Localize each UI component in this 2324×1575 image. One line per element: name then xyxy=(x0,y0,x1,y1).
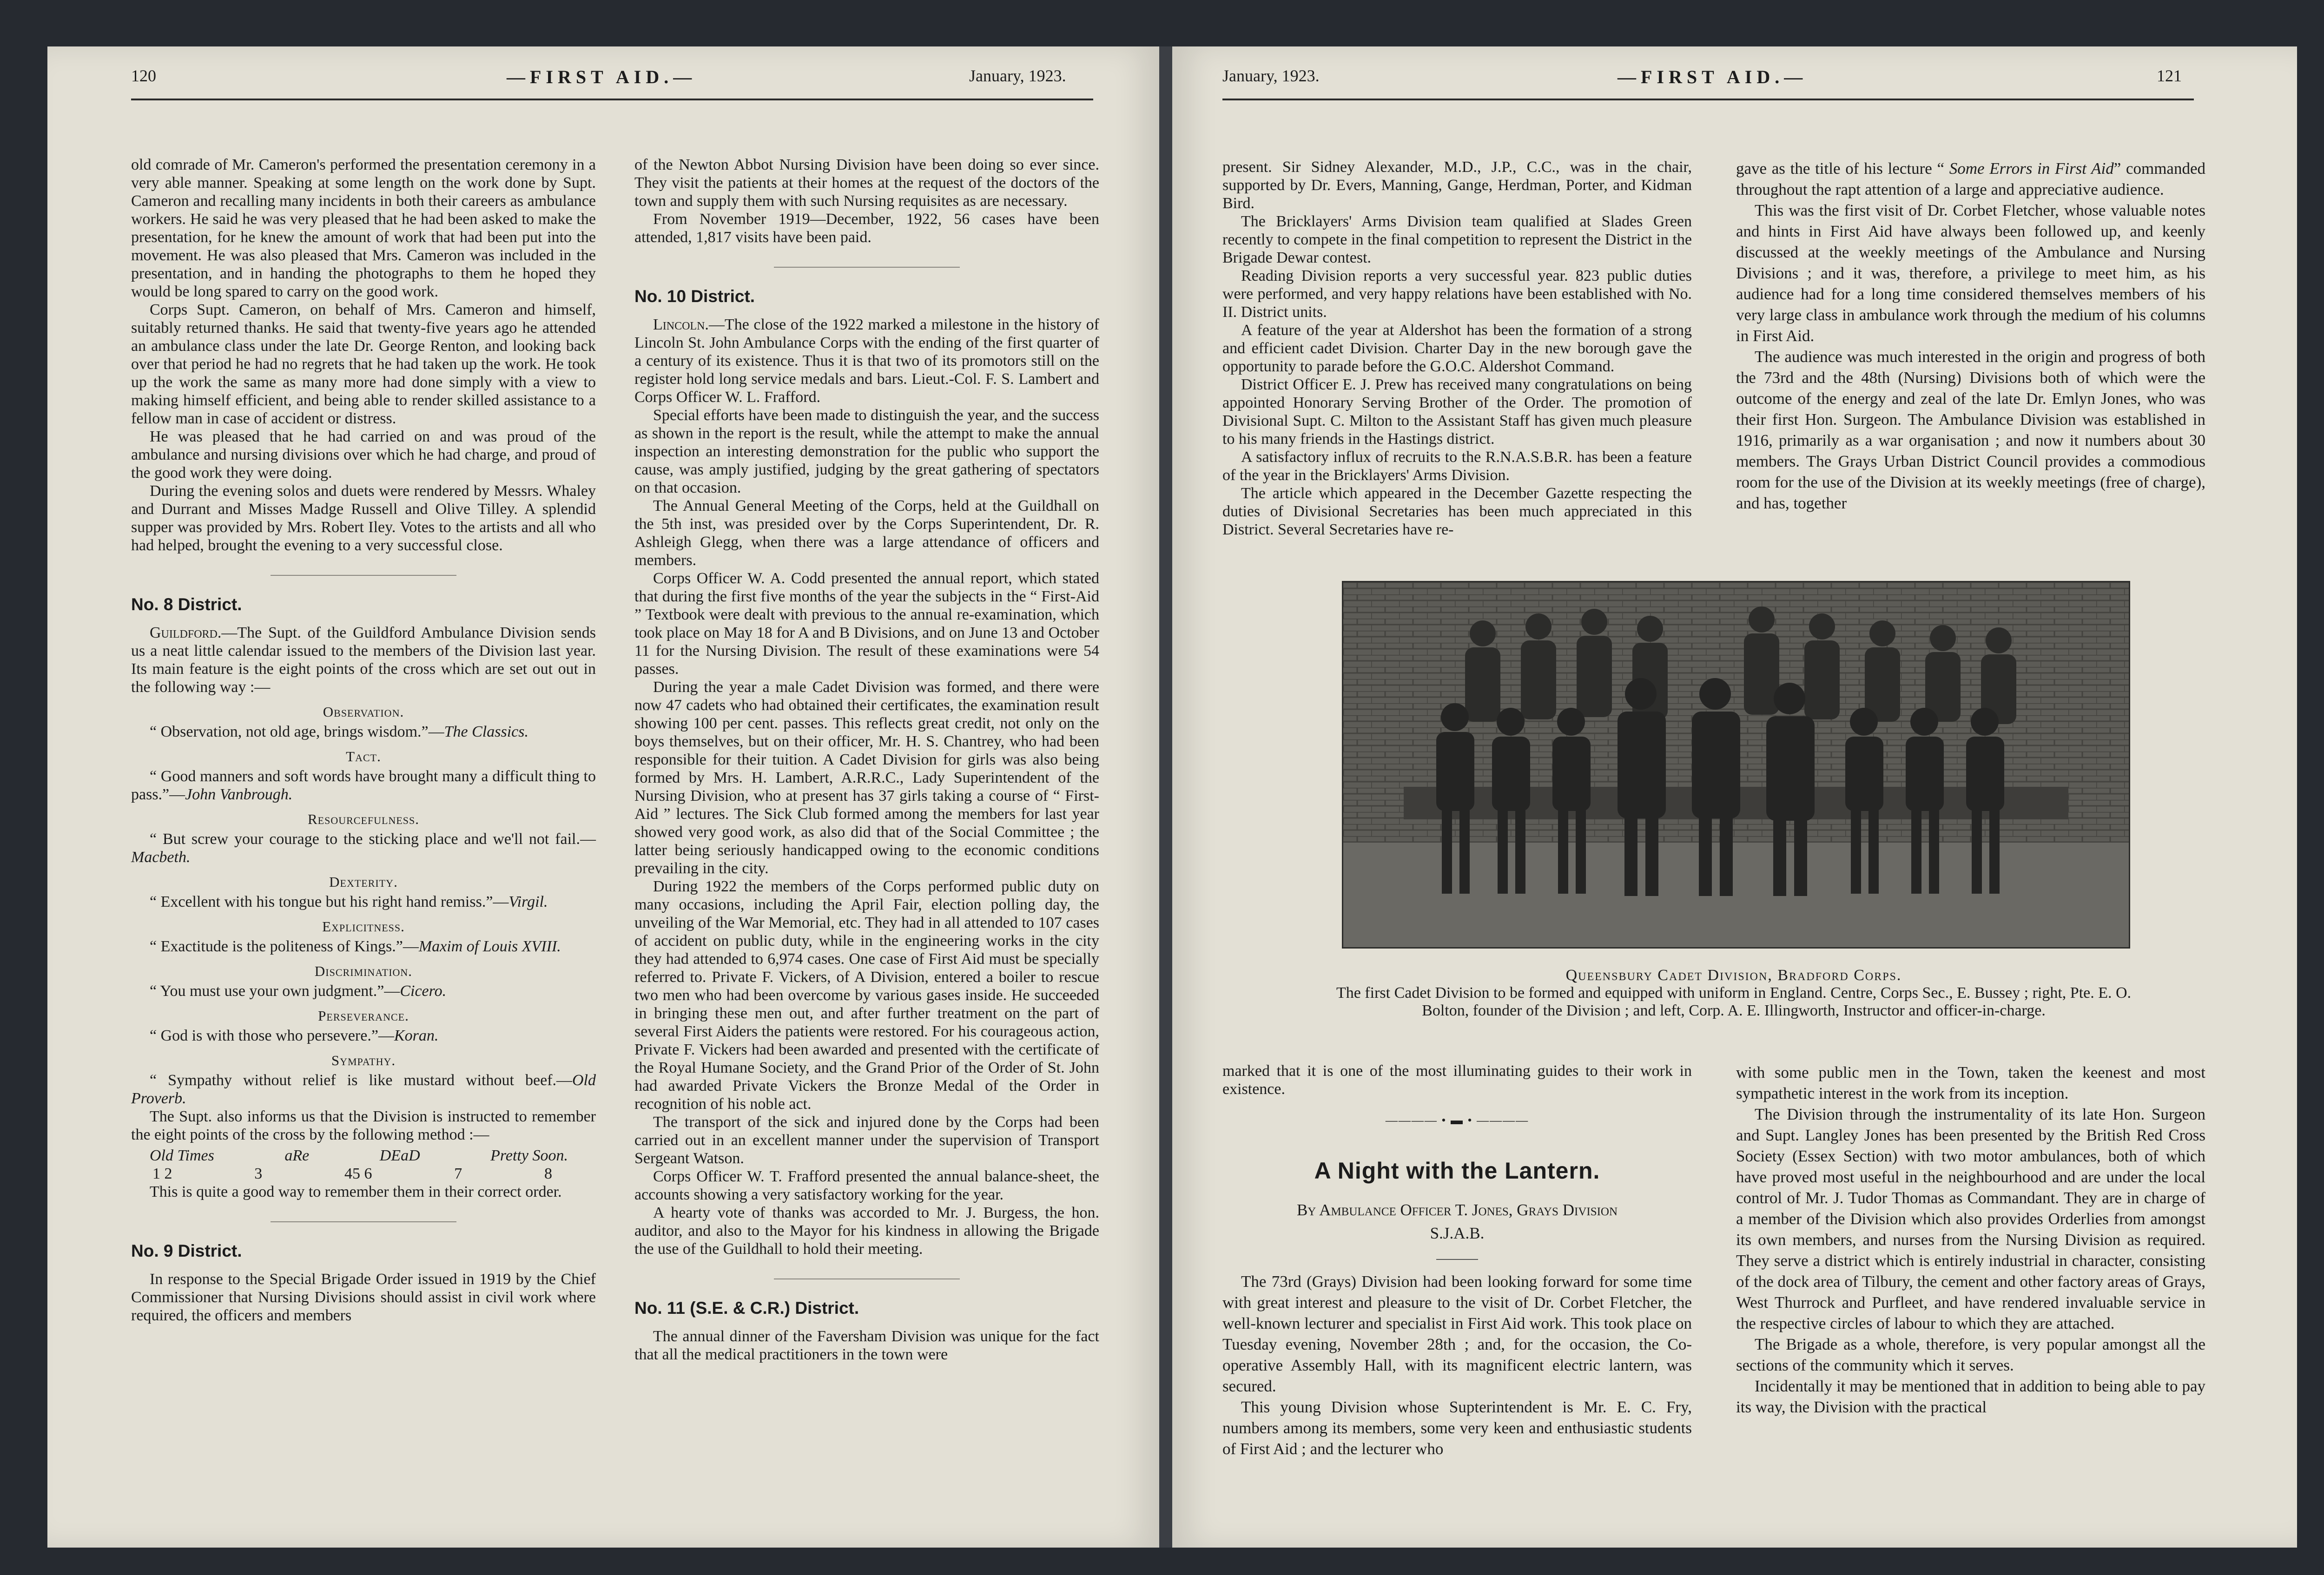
motto-title: Resourcefulness. xyxy=(307,811,420,827)
paragraph: The Division through the instrumentality of its late Hon. Surgeon and Supt. Langley Jones has been presented by the British Red Cross Society (Essex Section) with two motor ambulances, both of which have proved most useful in the neighbourhood and are under the local control of Mr. J. Tudor Thomas as Commandant. They are in charge of a member of the Division which also provides Orderlies from amongst its own members, and nurses from the Nursing Division as required. They serve a district which is entirely industrial in character, consisting of the dock area of Tilbury, the cement and other factory areas of Grays, West Thurrock and Purfleet, and have rendered invaluable service in the respective circles of labour to which they are attached. xyxy=(1736,1105,2205,1332)
quote-source: Cicero. xyxy=(400,982,447,1000)
group-photograph xyxy=(1342,581,2130,949)
mnemonic-words xyxy=(131,1147,596,1165)
quote-text: “ But screw your courage to the sticking place and we'll not fail.— xyxy=(150,830,596,848)
paragraph: marked that it is one of the most illuminating guides to their work in existence. xyxy=(1222,1062,1692,1098)
motto-title: Sympathy. xyxy=(331,1052,396,1068)
paragraph: The Brigade as a whole, therefore, is very popular amongst all the sections of the community which it serves. xyxy=(1736,1335,2205,1374)
place-name: Lincoln. xyxy=(653,316,709,333)
mnemonic-word: aRe xyxy=(284,1147,310,1164)
paragraph: A feature of the year at Aldershot has been the formation of a strong and efficient cadet Division. Charter Day in the new borough gave the opportunity to parade before the G.O.C. Aldershot Command. xyxy=(1222,322,1692,375)
paragraph: He was pleased that he had carried on and was proud of the ambulance and nursing divisions over which he had charge, and proud of the good work they were doing. xyxy=(131,428,596,481)
motto-quote xyxy=(131,723,596,741)
paragraph: The 73rd (Grays) Division had been looking forward for some time with great interest and pleasure to the visit of Dr. Corbet Fletcher, the well-known lecturer and specialist in First Aid work. This took place on Tuesday evening, November 28th ; and, for the occasion, the Co-operative Assembly Hall, with its magnificent electric lantern, was secured. xyxy=(1222,1272,1692,1395)
quote-source: Macbeth. xyxy=(131,849,191,866)
paragraph-text: gave as the title of his lecture “ xyxy=(1736,159,1949,178)
paragraph xyxy=(131,624,596,696)
right-column-1-bottom xyxy=(1222,1062,1692,1508)
mnemonic-number: 3 xyxy=(254,1165,263,1182)
article-byline-org: S.J.A.B. xyxy=(1430,1224,1485,1242)
article-byline: By Ambulance Officer T. Jones, Grays Division xyxy=(1296,1201,1618,1219)
right-column-2-top xyxy=(1736,158,2205,567)
motto-quote xyxy=(131,767,596,804)
paragraph: From November 1919—December, 1922, 56 cases have been attended, 1,817 visits have been paid. xyxy=(634,211,1099,246)
quote-text: “ Observation, not old age, brings wisdom.”— xyxy=(150,723,444,740)
mnemonic-number: 8 xyxy=(544,1165,552,1182)
paragraph: Corps Officer W. T. Frafford presented the annual balance-sheet, the accounts showing a very satisfactory working for the year. xyxy=(634,1168,1099,1203)
photo-image xyxy=(1343,582,2129,947)
ornamental-divider: ———— • ▬ • ———— xyxy=(1385,1114,1529,1127)
paragraph: Special efforts have been made to distinguish the year, and the success as shown in the report is the result, while the attempt to make the annual inspection an interesting demonstration for the public who support the cause, was amply justified, judging by the great gathering of spectators on that occasion. xyxy=(634,407,1099,496)
mnemonic-numbers xyxy=(131,1165,596,1183)
motto-title: Discrimination. xyxy=(314,963,413,979)
paragraph: In response to the Special Brigade Order issued in 1919 by the Chief Commissioner that Nursing Divisions should assist in civil work where required, the officers and members xyxy=(131,1271,596,1324)
paragraph: The Annual General Meeting of the Corps, held at the Guildhall on the 5th inst, was presided over by the Corps Superintendent, Dr. R. Ashleigh Glegg, when there was a large attendance of officers and members. xyxy=(634,497,1099,569)
motto-title: Observation. xyxy=(323,704,404,720)
paragraph: The Bricklayers' Arms Division team qualified at Slades Green recently to compete in the final competition to represent the District in the Brigade Dewar contest. xyxy=(1222,213,1692,266)
quote-text: “ Excellent with his tongue but his right hand remiss.”— xyxy=(150,893,509,910)
paragraph: present. Sir Sidney Alexander, M.D., J.P., C.C., was in the chair, supported by Dr. Evers, Manning, Gange, Herdman, Porter, and Kidman Bird. xyxy=(1222,158,1692,212)
paragraph: District Officer E. J. Prew has received many congratulations on being appointed Honorary Serving Brother of the Order. The promotion of Divisional Supt. C. Milton to the Assistant Staff has given much pleasure to his many friends in the Hastings district. xyxy=(1222,376,1692,448)
right-masthead: —FIRST AID.— xyxy=(1618,66,1808,87)
mnemonic-number: 7 xyxy=(454,1165,462,1182)
paragraph: Incidentally it may be mentioned that in addition to being able to pay its way, the Division with the practical xyxy=(1736,1377,2205,1416)
right-column-2-bottom xyxy=(1736,1062,2205,1508)
paragraph: The transport of the sick and injured done by the Corps had been carried out in an excellent manner under the supervision of Transport Sergeant Watson. xyxy=(634,1114,1099,1167)
caption-title: Queensbury Cadet Division, Bradford Corps. xyxy=(1565,967,1902,984)
paragraph: The audience was much interested in the origin and progress of both the 73rd and the 48th (Nursing) Divisions both of which were the outcome of the energy and zeal of the late Dr. Emlyn Jones, who was their first Hon. Surgeon. The Ambulance Division was established in 1916, primarily as a war organisation ; and now it numbers about 30 members. The Grays Urban District Council provides a commodious room for the use of the Division at its weekly meetings (free of charge), and has, together xyxy=(1736,348,2205,512)
section-heading: No. 10 District. xyxy=(634,287,755,306)
left-masthead: —FIRST AID.— xyxy=(507,66,697,87)
section-heading: No. 9 District. xyxy=(131,1241,242,1260)
motto-quote xyxy=(131,830,596,866)
motto-quote xyxy=(131,893,596,911)
paragraph: During 1922 the members of the Corps performed public duty on many occasions, including the April Fair, election polling day, the unveiling of the War Memorial, etc. They had in all attended to 107 cases of accident on public duty, while in the engineering works in the city they had attended to 6,974 cases. One case of First Aid must be specially referred to. Private F. Vickers, of A Division, entered a boiler to rescue two men who had been overcome by various gases inside. He succeeded in bringing these men out, and after further treatment on the part of several First Aiders the patients were restored. For his courageous action, Private F. Vickers had been awarded and presented with the certificate of the Royal Humane Society, and the Grand Prior of the Order of St. John had awarded Private Vickers the Bronze Medal of the Order in recognition of his noble act. xyxy=(634,878,1099,1113)
left-page-number: 120 xyxy=(131,66,156,85)
right-header-rule xyxy=(1222,99,2194,100)
paragraph: of the Newton Abbot Nursing Division have been doing so ever since. They visit the patients at their homes at the request of the doctors of the town and supply them with such Nursing requisites as are necessary. xyxy=(634,156,1099,210)
motto-quote xyxy=(131,1071,596,1107)
left-header-rule xyxy=(131,99,1093,100)
place-name: Guildford. xyxy=(150,624,222,641)
motto-title: Dexterity. xyxy=(329,874,398,890)
paragraph: old comrade of Mr. Cameron's performed the presentation ceremony in a very able manner. Speaking at some length on the work done by Supt. Cameron and recalling many incidents in both their careers as ambulance workers. He said he was very pleased that he had been asked to make the presentation, for he knew the amount of work that had been put into the movement. He was also pleased that Mrs. Cameron was included in the presentation, and in handing the photographs to them he hoped they would be long spared to carry on the good work. xyxy=(131,156,596,300)
mnemonic-word: DEaD xyxy=(379,1147,420,1164)
quote-text: “ Exactitude is the politeness of Kings.”— xyxy=(150,938,419,955)
left-column-2 xyxy=(634,156,1099,1503)
paragraph-text: —The close of the 1922 marked a milestone in the history of Lincoln St. John Ambulance Corps with the ending of the first quarter of a century of its existence. Thus it is that two of its promotors still on the register hold long service medals and bars. Lieut.-Col. F. S. Lambert and Corps Officer W. L. Frafford. xyxy=(634,316,1099,406)
section-heading: No. 8 District. xyxy=(131,595,242,614)
right-header-date: January, 1923. xyxy=(1222,66,1320,85)
photo-caption xyxy=(1315,967,2152,1020)
quote-source: Maxim of Louis XVIII. xyxy=(418,938,561,955)
motto-quote xyxy=(131,937,596,956)
quote-text: “ Sympathy without relief is like mustard without beef.— xyxy=(150,1072,572,1089)
mnemonic-number: 45 6 xyxy=(344,1165,372,1182)
quote-text: “ God is with those who persevere.”— xyxy=(150,1027,394,1044)
quote-source: Virgil. xyxy=(508,893,548,910)
lecture-title: Some Errors in First Aid xyxy=(1949,159,2114,178)
quote-source: Old Proverb. xyxy=(131,1072,596,1107)
article-title: A Night with the Lantern. xyxy=(1314,1158,1600,1184)
paragraph: Corps Supt. Cameron, on behalf of Mrs. Cameron and himself, suitably returned thanks. He said that twenty-five years ago he attended an ambulance class under the late Dr. George Renton, and looking back over that period he had no regrets that he had taken up the work. He took up the work the same as many more had done simply with a view to making himself efficient, and being able to render skilled assistance to a fellow man in case of accident or distress. xyxy=(131,301,596,427)
section-heading: No. 11 (S.E. & C.R.) District. xyxy=(634,1298,859,1318)
paragraph: During the evening solos and duets were rendered by Messrs. Whaley and Durrant and Misses Madge Russell and Olive Tilley. A splendid supper was provided by Mrs. Robert Iley. Votes to the artists and all who had helped, brought the evening to a very successful close. xyxy=(131,482,596,554)
motto-quote xyxy=(131,1027,596,1045)
left-header-date: January, 1923. xyxy=(969,66,1066,85)
paragraph-text: —The Supt. of the Guildford Ambulance Division sends us a neat little calendar issued to the members of the Division last year. Its main feature is the eight points of the cross which are set out out in the following way :— xyxy=(131,624,596,696)
quote-source: Koran. xyxy=(394,1027,439,1044)
paragraph xyxy=(634,316,1099,406)
quote-source: John Vanbrough. xyxy=(185,786,293,803)
right-page-number: 121 xyxy=(2157,66,2182,85)
paragraph: Corps Officer W. A. Codd presented the annual report, which stated that during the first five months of the year the subjects in the “ First-Aid ” Textbook were dealt with previous to the annual re-examination, which took place on May 18 for A and B Divisions, and on June 13 and October 11 for the Nursing Division. The result of these examinations were 54 passes. xyxy=(634,570,1099,678)
motto-title: Tact. xyxy=(346,748,381,764)
paragraph: The article which appeared in the December Gazette respecting the duties of Divisional Secretaries has been much appreciated in this District. Several Secretaries have re- xyxy=(1222,485,1692,538)
quote-text: “ Good manners and soft words have brought many a difficult thing to pass.”— xyxy=(131,768,596,803)
paragraph: A hearty vote of thanks was accorded to Mr. J. Burgess, the hon. auditor, and also to the Mayor for his kindness in allowing the Brigade the use of the Guildhall to hold their meeting. xyxy=(634,1204,1099,1258)
caption-text: The first Cadet Division to be formed and equipped with uniform in England. Centre, Corps Sec., E. Bussey ; right, Pte. E. O. Bolton, founder of the Division ; and left, Corp. A. E. Illingworth, Instructor and officer-in-charge. xyxy=(1336,984,2132,1019)
short-rule xyxy=(1436,1259,1478,1260)
mnemonic-word: Pretty Soon. xyxy=(490,1147,568,1164)
motto-quote xyxy=(131,982,596,1000)
paragraph: A satisfactory influx of recruits to the R.N.A.S.B.R. has been a feature of the year in the Bricklayers' Arms Division. xyxy=(1222,448,1692,484)
paragraph: This young Division whose Supterintendent is Mr. E. C. Fry, numbers among its members, some very keen and enthusiastic students of First Aid ; and the lecturer who xyxy=(1222,1398,1692,1458)
paragraph: This is quite a good way to remember them in their correct order. xyxy=(150,1183,562,1200)
quote-text: “ You must use your own judgment.”— xyxy=(150,982,400,1000)
paragraph: Reading Division reports a very successful year. 823 public duties were performed, and very happy relations have been established with No. II. District units. xyxy=(1222,267,1692,321)
section-divider xyxy=(774,1278,960,1279)
right-column-1-top xyxy=(1222,158,1692,567)
paragraph: The Supt. also informs us that the Division is instructed to remember the eight points of the cross by the following method :— xyxy=(131,1108,596,1143)
paragraph: The annual dinner of the Faversham Division was unique for the fact that all the medical practitioners in the town were xyxy=(634,1328,1099,1363)
motto-title: Perseverance. xyxy=(318,1008,409,1024)
section-divider xyxy=(271,575,456,576)
mnemonic-number: 1 2 xyxy=(152,1165,172,1182)
motto-title: Explicitness. xyxy=(322,918,405,935)
paragraph xyxy=(1736,158,2205,200)
book-gutter xyxy=(1159,46,1172,1548)
section-divider xyxy=(774,267,960,268)
paragraph: with some public men in the Town, taken the keenest and most sympathetic interest in the work from its inception. xyxy=(1736,1063,2205,1102)
left-column-1 xyxy=(131,156,596,1503)
paragraph: This was the first visit of Dr. Corbet Fletcher, whose valuable notes and hints in First Aid have always been followed up, and keenly discussed at the weekly meetings of the Ambulance and Nursing Divisions ; and it was, therefore, a privilege to meet him, as his audience had for a long time considered themselves members of his very large class in ambulance work through the medium of his columns in First Aid. xyxy=(1736,201,2205,345)
section-divider xyxy=(271,1221,456,1222)
mnemonic-word: Old Times xyxy=(150,1147,214,1164)
paragraph: During the year a male Cadet Division was formed, and there were now 47 cadets who had obtained their certificates, the examination result showing 100 per cent. passes. This reflects great credit, not only on the boys themselves, but on their officer, Mr. H. S. Chantrey, who had been responsible for their tuition. A Cadet Division for girls was also being formed by Mrs. H. Lambert, A.R.R.C., Lady Superintendent of the Nursing Division, who at present has 37 girls taking a course of “ First-Aid ” lectures. The Sick Club formed among the members for last year showed very good work, as also did that of the Social Committee ; the latter being seriously handicapped owing to the economic conditions prevailing in the city. xyxy=(634,679,1099,877)
paragraph-text: ” commanded throughout the rapt attention of a large and appreciative audience. xyxy=(1736,159,2205,198)
quote-source: The Classics. xyxy=(444,723,528,740)
